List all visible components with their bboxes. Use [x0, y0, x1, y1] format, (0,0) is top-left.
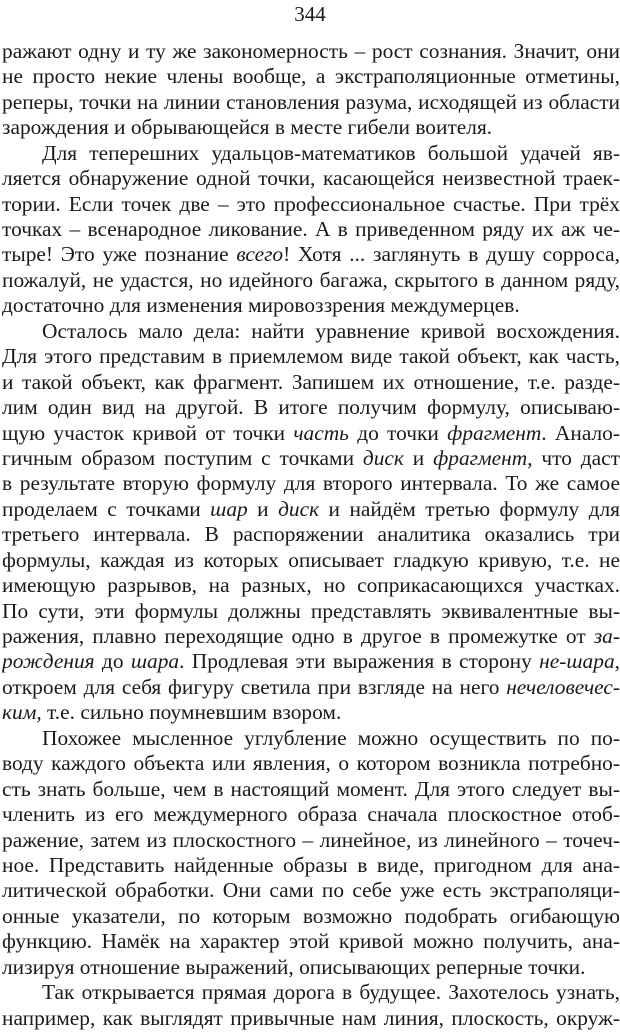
italic-term: за- [593, 624, 620, 648]
text-segment: проделаем с точками [2, 497, 211, 521]
text-segment: лим один вид на другой. В итоге получим формулу, описываю- [2, 395, 620, 419]
text-segment: . Продлевая эти выражения в сторону [179, 649, 540, 673]
text-segment: в результате вторую формулу для второго интервала. То же самое [2, 471, 620, 495]
italic-term: диск [362, 446, 404, 470]
text-segment: ляется обнаружение одной точки, касающейся неизвестной траек- [2, 166, 620, 190]
italic-term: нечеловечес- [506, 675, 620, 699]
text-segment: откроем для себя фигуру светила при взгляде на него [2, 675, 507, 699]
italic-term: шар [210, 497, 248, 521]
text-segment: имеющую разрывов, на разных, но соприкасающихся участках. [2, 573, 620, 597]
text-segment: пожалуй, не удастся, но идейного багажа, скрытого в данном ряду, [2, 268, 620, 292]
italic-term: фрагмент [447, 421, 542, 445]
italic-term: часть [293, 421, 349, 445]
italic-term: рождения [2, 649, 95, 673]
text-segment: онные указатели, по которым возможно подобрать огибающую [2, 904, 620, 928]
text-segment: например, как выглядят привычные нам линия, плоскость, окруж- [2, 1006, 620, 1030]
text-segment: лизируя отношение выражений, описывающих реперные точки. [2, 955, 586, 979]
text-segment: тыре! Это уже познание [2, 242, 237, 266]
text-segment: зарождения и обрывающейся в месте гибели воителя. [2, 115, 493, 139]
text-segment: и найдём третью формулу для [319, 497, 620, 521]
italic-term: фрагмент [433, 446, 528, 470]
text-line [2, 1003, 620, 1033]
italic-term: всего [236, 242, 284, 266]
text-segment: до точки [348, 421, 448, 445]
text-segment: ражения, плавно переходящие одно в другое в промежутке от [2, 624, 594, 648]
text-segment: до [94, 649, 131, 673]
text-segment: функцию. Намёк на характер этой кривой можно получить, ана- [2, 929, 620, 953]
text-segment: . Анало- [541, 421, 620, 445]
text-segment: ! Хотя ... заглянуть в душу сорроса, [283, 242, 620, 266]
text-segment: реперы, точки на линии становления разума, исходящей из области [2, 90, 620, 114]
italic-term: ким [2, 700, 37, 724]
text-segment: Осталось мало дела: найти уравнение кривой восхождения. [42, 319, 620, 343]
text-segment: , что даст [527, 446, 620, 470]
text-segment: третьего интервала. В распоряжении аналитика оказались три [2, 522, 620, 546]
text-segment: , т.е. сильно поумневшим взором. [36, 700, 342, 724]
text-segment: Для теперешних удальцов-математиков большой удачей яв- [42, 141, 620, 165]
text-segment: , [614, 649, 620, 673]
italic-term: шара [130, 649, 180, 673]
text-segment: сть знать больше, чем в настоящий момент. Для этого следует вы- [2, 777, 620, 801]
text-segment: и такой объект, как фрагмент. Запишем их отношение, т.е. разде- [2, 370, 620, 394]
text-segment: Так открывается прямая дорога в будущее. Захотелось узнать, [42, 980, 620, 1004]
text-segment: Похожее мысленное углубление можно осуществить по по- [42, 726, 620, 750]
text-segment: Для этого представим в приемлемом виде такой объект, как часть, [2, 344, 620, 368]
text-segment: и [403, 446, 434, 470]
text-segment: членить из его междумерного образа сначала плоскостное отоб- [2, 802, 620, 826]
italic-term: не-шара [539, 649, 615, 673]
text-segment: щую участок кривой от точки [2, 421, 294, 445]
italic-term: диск [278, 497, 320, 521]
text-segment: точках – всенародное ликование. А в приведенном ряду их аж че- [2, 217, 620, 241]
text-segment: ражение, затем из плоскостного – линейное, из линейного – точеч- [2, 828, 620, 852]
text-segment: не просто некие члены вообще, а экстраполяционные отметины, [2, 64, 620, 88]
text-segment: тории. Если точек две – это профессиональное счастье. При трёх [2, 192, 620, 216]
text-segment: По сути, эти формулы должны представлять эквивалентные вы- [2, 599, 620, 623]
text-segment: ражают одну и ту же закономерность – рост сознания. Значит, они [2, 39, 620, 63]
text-segment: литической обработки. Они сами по себе уже есть экстраполяци- [2, 878, 620, 902]
page-number: 344 [294, 2, 326, 26]
text-segment: воду каждого объекта или явления, о котором возникла потребно- [2, 751, 620, 775]
text-segment: и [247, 497, 279, 521]
text-segment: гичным образом поступим с точками [2, 446, 363, 470]
text-segment: достаточно для изменения мировоззрения междумерцев. [2, 293, 520, 317]
text-segment: ное. Представить найденные образы в виде, пригодном для ана- [2, 853, 620, 877]
text-segment: формулы, каждая из которых описывает гладкую кривую, т.е. не [2, 548, 620, 572]
